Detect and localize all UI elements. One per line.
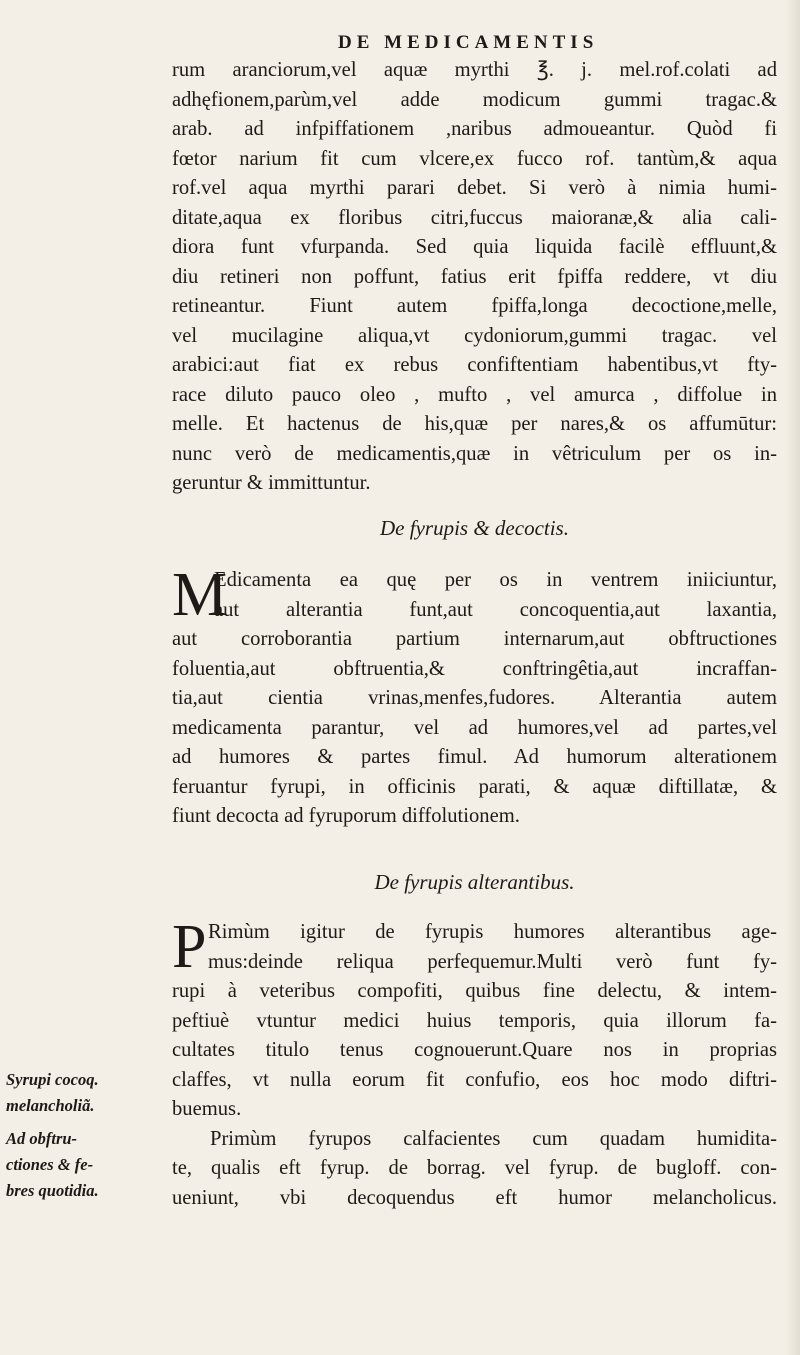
text-line: rof.vel aqua myrthi parari debet. Si verò à nimia humi- — [172, 177, 777, 199]
text-line: cultates titulo tenus cognouerunt.Quare nos in proprias — [172, 1039, 777, 1061]
drop-cap: P — [172, 913, 207, 981]
text-line: arabici:aut fiat ex rebus confiftentiam habentibus,vt fty- — [172, 354, 777, 376]
marginal-note-obstructions — [6, 1126, 166, 1204]
text-line: aut corroborantia partium internarum,aut obftructiones — [172, 628, 777, 650]
section-2-body — [172, 913, 777, 1213]
marginal-note-melancholy — [6, 1067, 166, 1119]
text-line: nunc verò de medicamentis,quæ in vêtriculum per os in- — [172, 442, 777, 465]
text-line: foluentia,aut obftruentia,& conftringêtia,aut incraffan- — [172, 657, 777, 680]
text-line: melle. Et hactenus de his,quæ per nares,& os affumūtur: — [172, 413, 777, 435]
text-line: feruantur fyrupi, in officinis parati, & aquæ diftillatæ, & — [172, 775, 777, 798]
drop-cap: M — [172, 561, 228, 629]
text-line: rum aranciorum,vel aquæ myrthi ℥. j. mel.rof.colati ad — [172, 59, 777, 81]
margin-line: bres quotidia. — [6, 1181, 99, 1200]
text-line: Rimùm igitur de fyrupis humores alterantibus age- — [208, 921, 777, 943]
text-line: peftiuè vtuntur medici huius temporis, quia illorum fa- — [172, 1009, 777, 1032]
section-heading-alterant-syrups: De fyrupis alterantibus. — [374, 870, 575, 894]
text-line: retineantur. Fiunt autem fpiffa,longa decoctione,melle, — [172, 295, 777, 317]
section-1-body — [172, 561, 777, 832]
text-line: fœtor narium fit cum vlcere,ex fucco rof. tantùm,& aqua — [172, 147, 777, 170]
margin-line: ctiones & fe- — [6, 1155, 94, 1174]
text-line: claffes, vt nulla eorum fit confufio, eos hoc modo diftri- — [172, 1068, 777, 1091]
text-line: geruntur & immittuntur. — [172, 472, 371, 494]
text-line: ad humores & partes fimul. Ad humorum alterationem — [172, 746, 777, 768]
margin-line: Syrupi cocoq. — [6, 1070, 99, 1089]
text-line: te, qualis eft fyrup. de borrag. vel fyrup. de bugloff. con- — [172, 1157, 777, 1179]
page-edge — [786, 0, 800, 1355]
text-line: buemus. — [172, 1098, 242, 1120]
text-line: ditate,aqua ex floribus citri,fuccus maioranæ,& alia cali- — [172, 206, 777, 229]
margin-line: Ad obftru- — [6, 1129, 78, 1148]
text-line: arab. ad infpiffationem ,naribus admoueantur. Quòd fi — [172, 118, 777, 140]
text-line: vel mucilagine aliqua,vt cydoniorum,gummi tragac. vel — [172, 324, 777, 347]
text-line: rupi à veteribus compofiti, quibus fine delectu, & intem- — [172, 980, 777, 1002]
text-line: race diluto pauco oleo , mufto , vel amurca , diffolue in — [172, 383, 777, 406]
text-line: Primùm fyrupos calfacientes cum quadam humidita- — [210, 1127, 777, 1150]
text-line: diora funt vfurpanda. Sed quia liquida facilè effluunt,& — [172, 236, 777, 258]
margin-line: melancholiã. — [6, 1096, 95, 1115]
text-line: ueniunt, vbi decoquendus eft humor melancholicus. — [172, 1186, 777, 1209]
text-line: diu retineri non poffunt, fatius erit fpiffa reddere, vt diu — [172, 265, 777, 288]
text-line: mus:deinde reliqua perfequemur.Multi verò funt fy- — [208, 950, 777, 973]
text-line: Edicamenta ea quę per os in ventrem iniiciuntur, — [214, 569, 777, 591]
text-line: aut alterantia funt,aut concoquentia,aut laxantia, — [214, 598, 777, 621]
section-heading-syrups-decoctions: De fyrupis & decoctis. — [380, 516, 569, 540]
text-line: fiunt decocta ad fyruporum diffolutionem. — [172, 805, 520, 827]
text-line: adhęfionem,parùm,vel adde modicum gummi tragac.& — [172, 88, 777, 111]
paragraph-1 — [172, 56, 777, 499]
text-line: medicamenta parantur, vel ad humores,vel ad partes,vel — [172, 716, 777, 739]
text-line: tia,aut cientia vrinas,menfes,fudores. Alterantia autem — [172, 687, 777, 709]
running-header: DE MEDICAMENTIS — [338, 32, 599, 53]
